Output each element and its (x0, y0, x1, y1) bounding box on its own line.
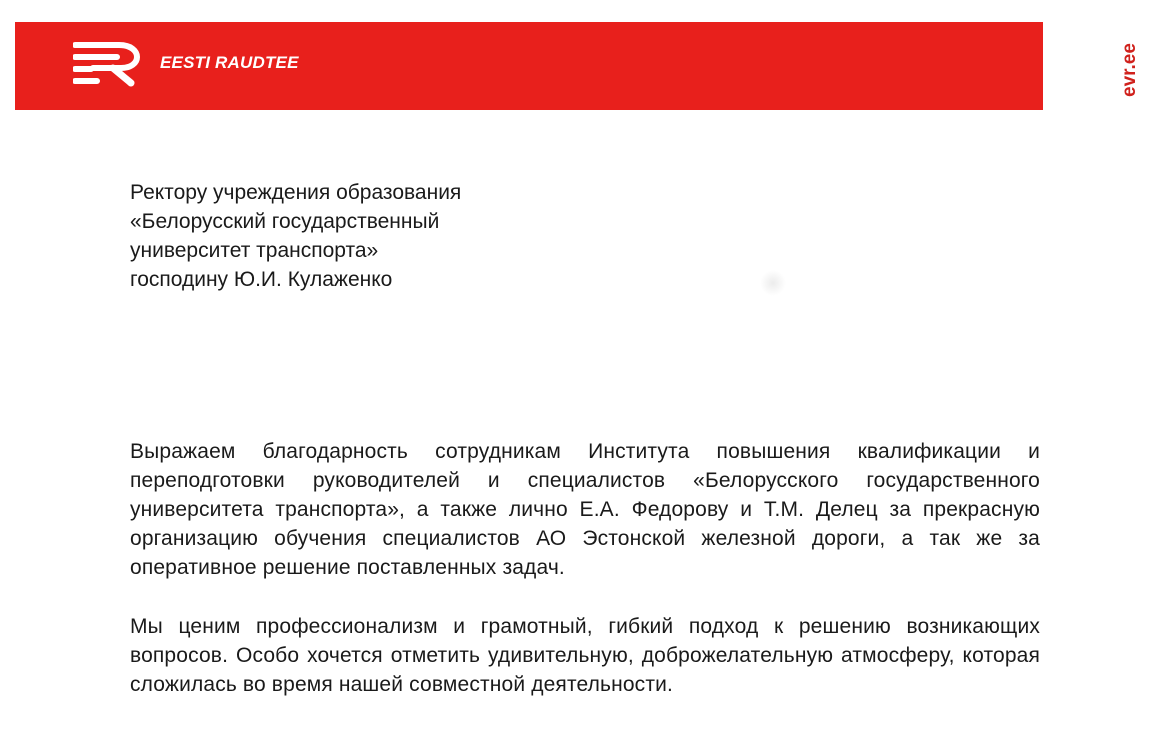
scan-artifact (760, 270, 786, 296)
website-url (1107, 30, 1153, 110)
letter-paragraph-1 (130, 437, 1040, 582)
addressee-line: господину Ю.И. Кулаженко (130, 268, 393, 291)
addressee-line: «Белорусский государственный (130, 210, 440, 233)
brand-name: EESTI RAUDTEE (160, 53, 299, 72)
addressee-line: Ректору учреждения образования (130, 181, 462, 204)
letter-paragraph-2 (130, 612, 1040, 699)
addressee-line: университет транспорта» (130, 239, 379, 262)
paragraph-text: Мы ценим профессионализм и грамотный, гибкий подход к решению возникающих вопросов. Особо хочется отметить удивительную, доброжелательную атмосферу, которая сложилась во время нашей совместной деятельности. (130, 615, 1040, 696)
website-url-text: evr.ee (1119, 43, 1140, 97)
letterhead-banner (15, 22, 1043, 110)
paragraph-text: Выражаем благодарность сотрудникам Института повышения квалификации и переподготовки руководителей и специалистов «Белорусского государственного университета транспорта», а также лично Е.А. Федорову и Т.М. Делец за прекрасную организацию обучения специалистов АО Эстонской железной дороги, а так же за оперативное решение поставленных задач. (130, 440, 1040, 579)
addressee-block (130, 178, 690, 294)
eesti-raudtee-logo-icon (73, 41, 147, 87)
